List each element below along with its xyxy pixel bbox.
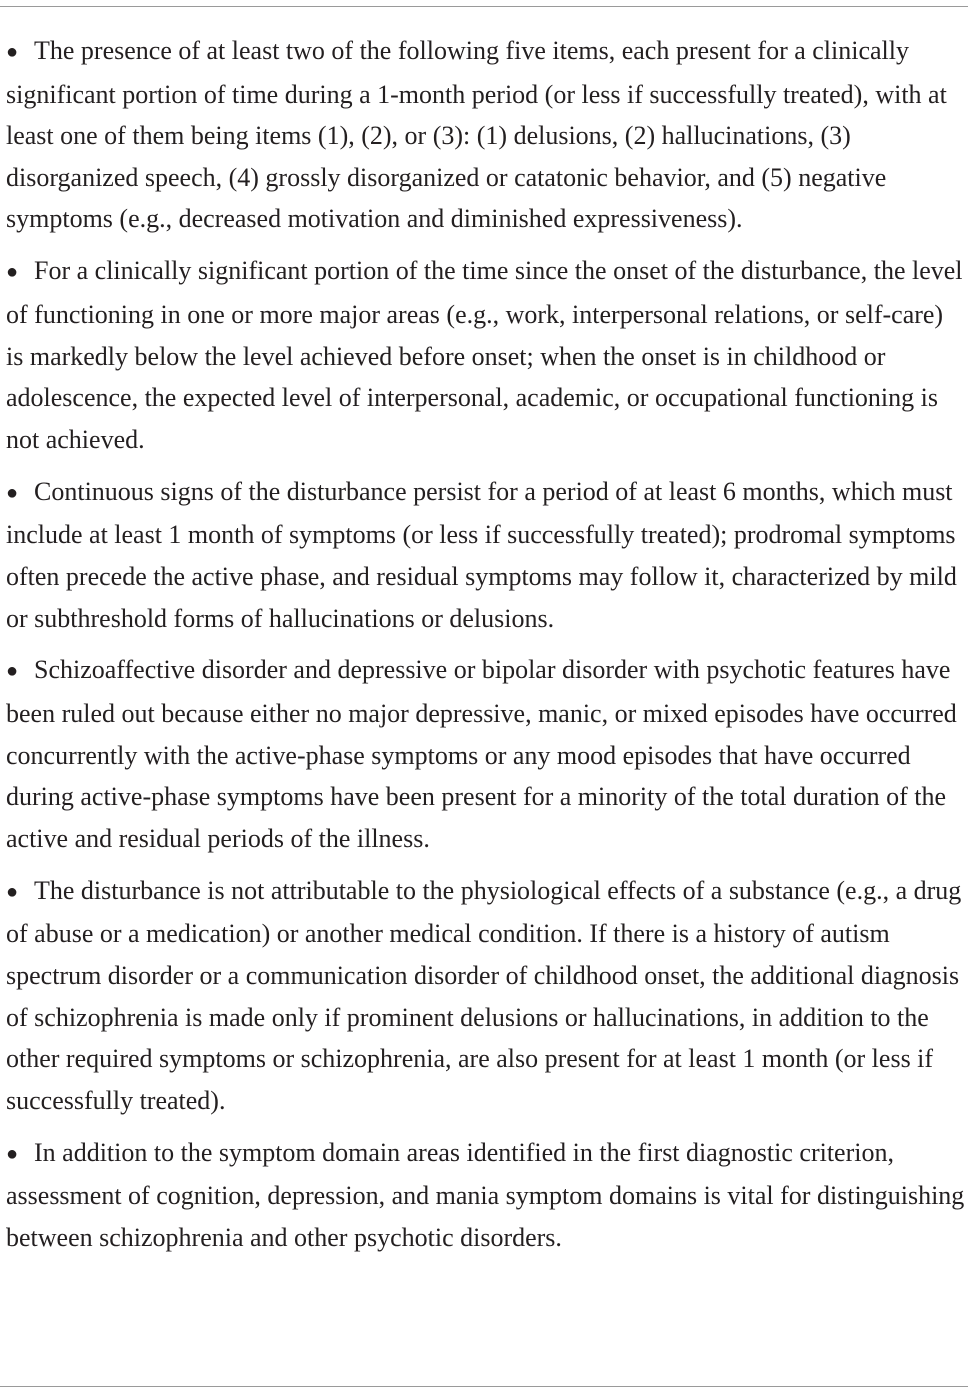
bullet-icon: ● [6,660,19,683]
criterion-text: The presence of at least two of the following five items, each present for a clinically significant portion of time during a 1-month period (or less if successfully treated), with at least one of them being items (1), (2), or (3): (1) delusions, (2) hallucinations, (3) disorganized speech, (4) grossly disorganized or catatonic behavior, and (5) negative symptoms (e.g., decreased motivation and diminished expressiveness). [6,36,947,234]
criterion-item [6,30,966,240]
bottom-rule [0,1386,968,1387]
criteria-list [6,30,966,1269]
criterion-item [6,870,966,1122]
criterion-item [6,1132,966,1259]
criterion-text: For a clinically significant portion of the time since the onset of the disturbance, the level of functioning in one or more major areas (e.g., work, interpersonal relations, or self-care) is markedly below the level achieved before onset; when the onset is in childhood or adolescence, the expected level of interpersonal, academic, or occupational functioning is not achieved. [6,256,963,454]
criterion-item [6,649,966,859]
bullet-icon: ● [6,261,19,284]
bullet-icon: ● [6,41,19,63]
criterion-text: In addition to the symptom domain areas identified in the first diagnostic criterion, assessment of cognition, depression, and mania symptom domains is vital for distinguishing between schizophrenia and other psychotic disorders. [6,1137,965,1252]
bullet-icon: ● [6,880,19,903]
criterion-text: Schizoaffective disorder and depressive or bipolar disorder with psychotic features have been ruled out because either no major depressive, manic, or mixed episodes have occurred concurrently with the active-phase symptoms or any mood episodes that have occurred during active-phase symptoms have been present for a minority of the total duration of the active and residual periods of the illness. [6,655,957,853]
criterion-text: The disturbance is not attributable to the physiological effects of a substance (e.g., a drug of abuse or a medication) or another medical condition. If there is a history of autism spectrum disorder or a communication disorder of childhood onset, the additional diagnosis of schizophrenia is made only if prominent delusions or hallucinations, in addition to the other required symptoms or schizophrenia, are also present for at least 1 month (or less if successfully treated). [6,875,962,1115]
criterion-item [6,471,966,639]
top-rule [0,6,968,7]
bullet-icon: ● [6,481,19,504]
criterion-item [6,250,966,460]
bullet-icon: ● [6,1142,19,1165]
criterion-text: Continuous signs of the disturbance persist for a period of at least 6 months, which must include at least 1 month of symptoms (or less if successfully treated); prodromal symptoms often precede the active phase, and residual symptoms may follow it, characterized by mild or subthreshold forms of hallucinations or delusions. [6,476,957,633]
